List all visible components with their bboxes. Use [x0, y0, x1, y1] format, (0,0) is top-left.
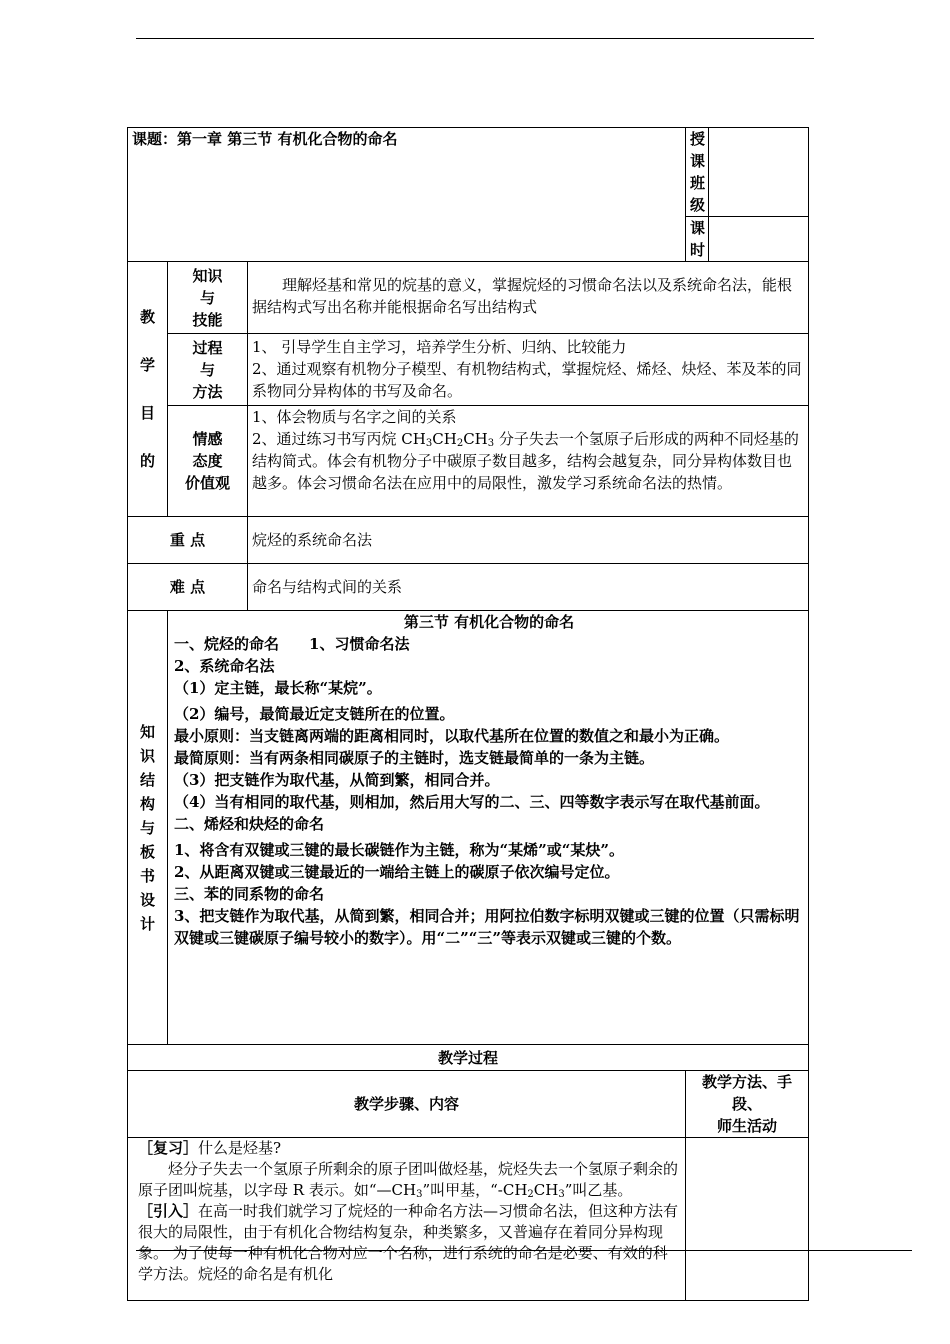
intro-text: 在高一时我们就学习了烷烃的一种命名方法—习惯命名法，但这种方法有很大的局限性，由于有机化合物结构复杂，种类繁多，又普遍存在着同分异构现象。 为了使每一种有机化合物对应一个名称，进行系统的命名是必要、有效的科学方法。烷烃的命名是有机化 — [138, 1202, 679, 1283]
footer-rule — [136, 1250, 912, 1251]
review-answer: 烃分子失去一个氢原子所剩余的原子团叫做烃基，烷烃失去一个氢原子剩余的原子团叫烷基，以字母 R 表示。如“$—CH_3$”叫甲基，“$-CH_2CH_3$”叫乙基。 — [138, 1160, 679, 1200]
key-point-label: 重 点 — [128, 517, 248, 564]
objective-knowledge-text: 理解烃基和常见的烷基的意义，掌握烷烃的习惯命名法以及系统命名法，能根据结构式写出名称并能根据命名写出结构式 — [248, 262, 809, 334]
class-label: 授课班级 — [686, 128, 709, 217]
board-line: （1）定主链，最长称“某烷”。 — [174, 679, 382, 697]
board-content — [168, 611, 809, 1045]
board-line: 二、烯烃和炔烃的命名 — [174, 815, 325, 833]
objectives-label: 教 学 目 的 — [128, 262, 168, 517]
board-label: 知 识 结 构 与 板 书 设 计 — [128, 611, 168, 1045]
process-content — [128, 1138, 686, 1301]
board-line: （3）把支链作为取代基，从简到繁，相同合并。 — [174, 771, 500, 789]
period-value — [709, 217, 809, 262]
process-title: 教学过程 — [128, 1045, 809, 1071]
objective-attitude-label: 情感 态度 价值观 — [168, 406, 248, 517]
board-line: （2）编号，最简最近定支链所在的位置。 — [174, 705, 455, 723]
lesson-plan-table — [127, 127, 809, 1301]
process-col-left: 教学步骤、内容 — [128, 1071, 686, 1138]
key-point-text: 烷烃的系统命名法 — [248, 517, 809, 564]
board-line: 一、烷烃的命名 1、习惯命名法 — [174, 635, 410, 653]
objective-process-label: 过程 与 方法 — [168, 334, 248, 406]
period-label: 课 时 — [686, 217, 709, 262]
objective-knowledge-label: 知识 与 技能 — [168, 262, 248, 334]
board-line: 最简原则：当有两条相同碳原子的主链时，选支链最简单的一条为主链。 — [174, 749, 655, 767]
intro-tag: ［引入］ — [138, 1202, 199, 1220]
board-line: 2、系统命名法 — [174, 657, 275, 675]
process-col-right: 教学方法、手段、 师生活动 — [686, 1071, 809, 1138]
difficulty-label: 难 点 — [128, 564, 248, 611]
review-question: 什么是烃基? — [198, 1139, 282, 1157]
board-line: （4）当有相同的取代基，则相加，然后用大写的二、三、四等数字表示写在取代基前面。 — [174, 793, 770, 811]
board-line: 三、苯的同系物的命名 — [174, 885, 325, 903]
process-methods — [686, 1138, 809, 1301]
board-title: 第三节 有机化合物的命名 — [403, 613, 575, 631]
review-tag: ［复习］ — [138, 1139, 199, 1157]
topic-title: 课题：第一章 第三节 有机化合物的命名 — [132, 130, 398, 148]
board-line: 最小原则：当支链离两端的距离相同时，以取代基所在位置的数值之和最小为正确。 — [174, 727, 730, 745]
topic-cell — [128, 128, 686, 262]
board-line: 3、把支链作为取代基，从简到繁，相同合并；用阿拉伯数字标明双键或三键的位置（只需标明双键或三键碳原子编号较小的数字）。用“二”“三”等表示双键或三键的个数。 — [174, 907, 800, 947]
board-line: 1、将含有双键或三键的最长碳链作为主链，称为“某烯”或“某炔”。 — [174, 841, 624, 859]
objective-process-text: 1、 引导学生自主学习，培养学生分析、归纳、比较能力 2、通过观察有机物分子模型、有机物结构式，掌握烷烃、烯烃、炔烃、苯及苯的同系物同分异构体的书写及命名。 — [248, 334, 809, 406]
class-value — [709, 128, 809, 217]
header-rule — [136, 38, 814, 39]
objective-attitude-text: 1、体会物质与名字之间的关系 2、通过练习书写丙烷 $CH_3CH_2CH_3$ 分子失去一个氢原子后形成的两种不同烃基的结构简式。体会有机物分子中碳原子数目越多，结构会越复杂，同分异构体数目也越多。体会习惯命名法在应用中的局限性，激发学习系统命名法的热情。 — [248, 406, 809, 517]
board-line: 2、从距离双键或三键最近的一端给主链上的碳原子依次编号定位。 — [174, 863, 620, 881]
difficulty-text: 命名与结构式间的关系 — [248, 564, 809, 611]
